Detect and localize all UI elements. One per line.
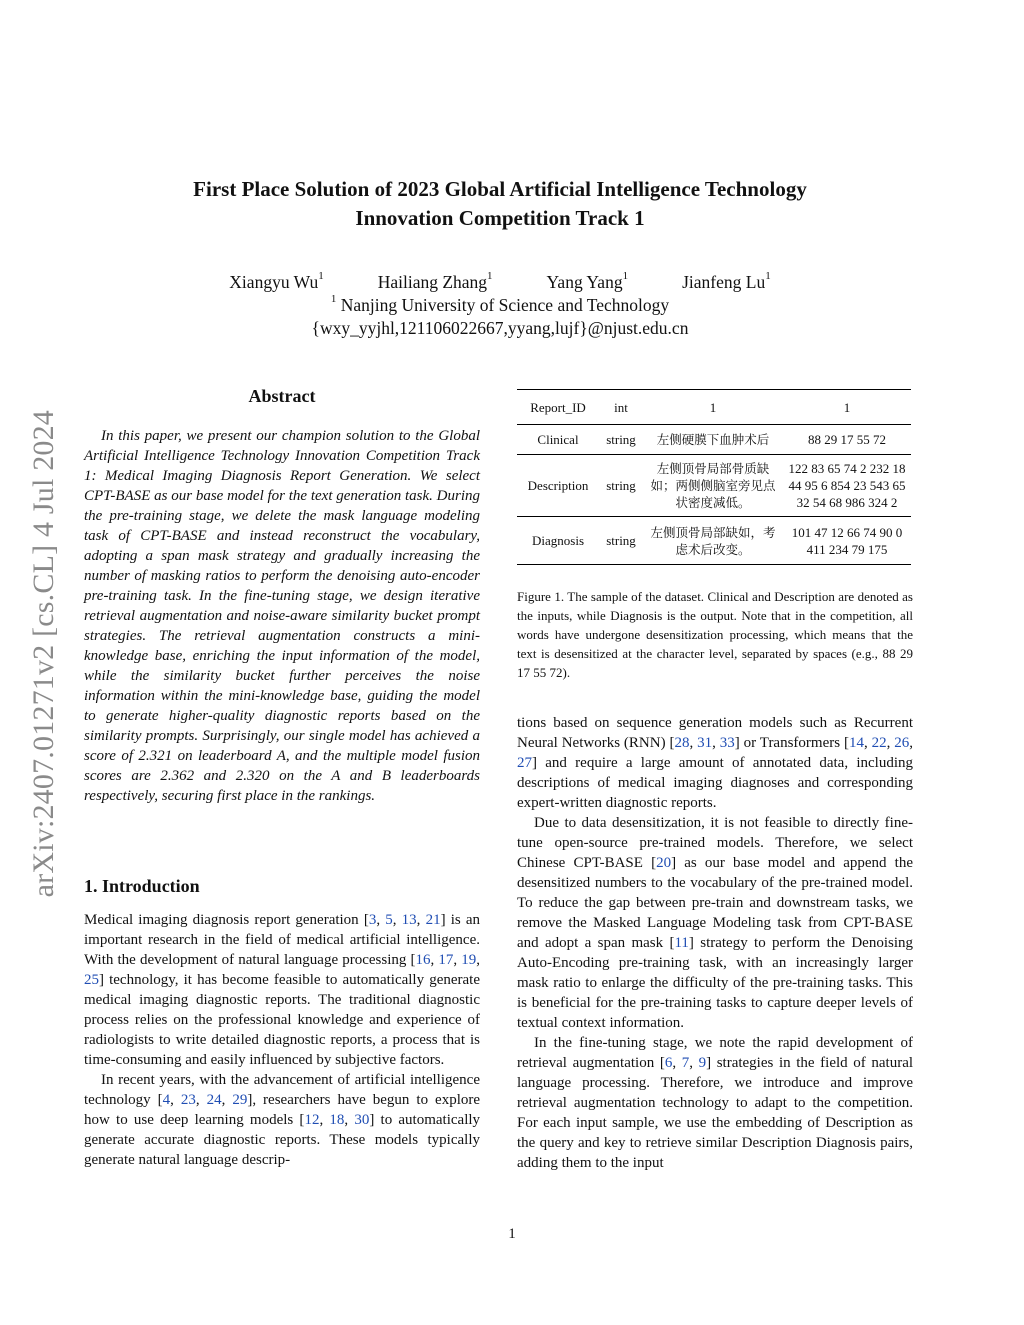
citation-link[interactable]: 24 [206, 1092, 222, 1108]
introduction-heading: 1. Introduction [84, 876, 200, 896]
paragraph: tions based on sequence generation models such as Recurrent Neural Networks (RNN) [28, 31, 33] or Transformers [14, 22, 26, 27] and require a large amount of annotated data, including descriptions of medical imaging diagnoses and corresponding expert-written diagnostic reports. [517, 715, 914, 811]
author: Hailiang Zhang$^1$ [377, 270, 493, 292]
encoded-cell: 101 47 12 66 74 90 0 411 234 79 175 [783, 517, 911, 565]
right-column-text [517, 713, 913, 1173]
citation-link[interactable]: 30 [354, 1112, 370, 1128]
author-emails: {wxy_yyjhl,121106022667,yyang,lujf}@njust.edu.cn [311, 318, 689, 338]
abstract-text: In this paper, we present our champion solution to the Global Artificial Intelligence Technology Innovation Competition Track 1: Medical Imaging Diagnosis Report Generation. We select CPT-BASE as our base model for the text generation task. During the pre-training stage, we delete the mask language modeling task of CPT-BASE and instead reconstruct the vocabulary, adopting a span mask strategy and gradually increasing the number of masking ratios to perform the denoising auto-encoder pre-training task. In the fine-tuning stage, we design iterative retrieval augmentation and noise-aware similarity bucket prompt strategies. The retrieval augmentation constructs a mini-knowledge base, enriching the input information of the model, while the similarity bucket further perceives the noise information within the mini-knowledge base, guiding the model to generate higher-quality diagnostic reports based on the similarity prompts. Surprisingly, our single model has achieved a score of 2.321 on leaderboard A, and the multiple model fusion scores are 2.362 and 2.320 on the A and B leaderboards respectively, securing first place in the rankings. [84, 428, 480, 804]
citation-link[interactable]: 14 [848, 735, 864, 751]
table-row [517, 455, 911, 517]
citation-link[interactable]: 3 [368, 912, 377, 928]
introduction-section [84, 876, 480, 1170]
abstract-heading: Abstract [248, 386, 316, 406]
title-line-2: Innovation Competition Track 1 [355, 206, 645, 230]
citation-link[interactable]: 33 [719, 735, 735, 751]
paragraph: In the fine-tuning stage, we note the rapid development of retrieval augmentation [6, 7, 9] strategies in the field of natural language processing. Therefore, we introduce and improve retrieval augmentation technology to adapt to the competition. For each input sample, we use the embedding of Description as the query and key to retrieve similar Description Diagnosis pairs, adding them to the input [517, 1035, 914, 1171]
citation-link[interactable]: 6 [664, 1055, 673, 1071]
text-cell: 左侧顶骨局部骨质缺如；两侧侧脑室旁见点状密度减低。 [643, 455, 783, 517]
dataset-sample-table [517, 389, 911, 565]
citation-link[interactable]: 29 [232, 1092, 248, 1108]
citation-link[interactable]: 27 [517, 755, 532, 771]
abstract-section [84, 386, 480, 806]
text-cell: 左侧硬膜下血肿术后 [643, 425, 783, 455]
citation-link[interactable]: 12 [304, 1112, 320, 1128]
citation-link[interactable]: 31 [697, 735, 713, 751]
affiliation: $^1$ Nanjing University of Science and Technology [330, 293, 670, 315]
encoded-cell: 88 29 17 55 72 [783, 425, 911, 455]
encoded-cell: 1 [843, 399, 851, 415]
title-line-1: First Place Solution of 2023 Global Artificial Intelligence Technology [193, 177, 807, 201]
type-cell: string [599, 517, 643, 565]
figure-caption: Figure 1. The sample of the dataset. Clinical and Description are denoted as the inputs, while Diagnosis is the output. Note that in the competition, all words have undergone desensitization processing, which means that the text is desensitized at the character level, separated by spaces (e.g., 88 29 17 55 72). [517, 589, 913, 680]
paper-title [100, 175, 900, 233]
citation-link[interactable]: 22 [871, 735, 887, 751]
author: Yang Yang$^1$ [546, 270, 629, 292]
citation-link[interactable]: 26 [894, 735, 910, 751]
field-cell: Diagnosis [517, 517, 599, 565]
arxiv-stamp [22, 378, 66, 930]
citation-link[interactable]: 21 [425, 912, 441, 928]
citation-link[interactable]: 4 [162, 1092, 171, 1108]
table-row [517, 390, 911, 425]
field-cell: Report_ID [530, 399, 586, 415]
table-row [517, 517, 911, 565]
citation-link[interactable]: 7 [681, 1055, 690, 1071]
citation-link[interactable]: 18 [329, 1112, 345, 1128]
citation-link[interactable]: 25 [84, 972, 99, 988]
field-cell: Clinical [517, 425, 599, 455]
intro-paragraph-1: Medical imaging diagnosis report generation [3, 5, 13, 21] is an important research in the field of medical artificial intelligence. With the development of natural language processing [16, 17, 19, 25] technology, it has become feasible to automatically generate medical imaging diagnostic reports. The traditional diagnostic process relies on the professional knowledge and experience of radiologists to write detailed diagnostic reports, a process that is time-consuming and easily influenced by subjective factors. [84, 912, 481, 1068]
citation-link[interactable]: 5 [385, 912, 393, 928]
arxiv-stamp-text: arXiv:2407.01271v2 [cs.CL] 4 Jul 2024 [27, 410, 60, 898]
table-row [517, 425, 911, 455]
citation-link[interactable]: 9 [698, 1055, 707, 1071]
type-cell: string [599, 425, 643, 455]
type-cell: int [614, 399, 628, 415]
field-cell: Description [517, 455, 599, 517]
citation-link[interactable]: 16 [415, 952, 431, 968]
text-cell: 左侧顶骨局部缺如，考虑术后改变。 [643, 517, 783, 565]
citation-link[interactable]: 17 [438, 952, 454, 968]
citation-link[interactable]: 13 [401, 912, 417, 928]
author: Jianfeng Lu$^1$ [682, 270, 771, 292]
citation-link[interactable]: 23 [180, 1092, 196, 1108]
intro-paragraph-2: In recent years, with the advancement of artificial intelligence technology [4, 23, 24, 29], researchers have begun to explore how to use deep learning models [12, 18, 30] to automatically generate accurate diagnostic reports. These models typically generate natural language descrip- [84, 1072, 481, 1168]
page-number: 1 [508, 1226, 516, 1242]
citation-link[interactable]: 20 [656, 855, 672, 871]
text-cell: 1 [709, 399, 717, 415]
author-list [100, 271, 900, 293]
citation-link[interactable]: 28 [674, 735, 690, 751]
encoded-cell: 122 83 65 74 2 232 18 44 95 6 854 23 543 65 32 54 68 986 324 2 [783, 455, 911, 517]
citation-link[interactable]: 11 [674, 935, 689, 951]
citation-link[interactable]: 19 [461, 952, 477, 968]
type-cell: string [599, 455, 643, 517]
author: Xiangyu Wu$^1$ [229, 270, 324, 292]
paragraph: Due to data desensitization, it is not feasible to directly fine-tune open-source pre-trained models. Therefore, we select Chinese CPT-BASE [20] as our base model and append the desensitized numbers to the vocabulary of the pre-trained model. To reduce the gap between pre-train and downstream tasks, we remove the Masked Language Modeling task from CPT-BASE and adopt a span mask [11] strategy to perform the Denoising Auto-Encoding pre-training task, with an increasingly larger mask ratio to enlarge the difficulty of the pre-training tasks. This is beneficial for the pre-training tasks to capture deeper levels of textual context information. [517, 815, 913, 1031]
